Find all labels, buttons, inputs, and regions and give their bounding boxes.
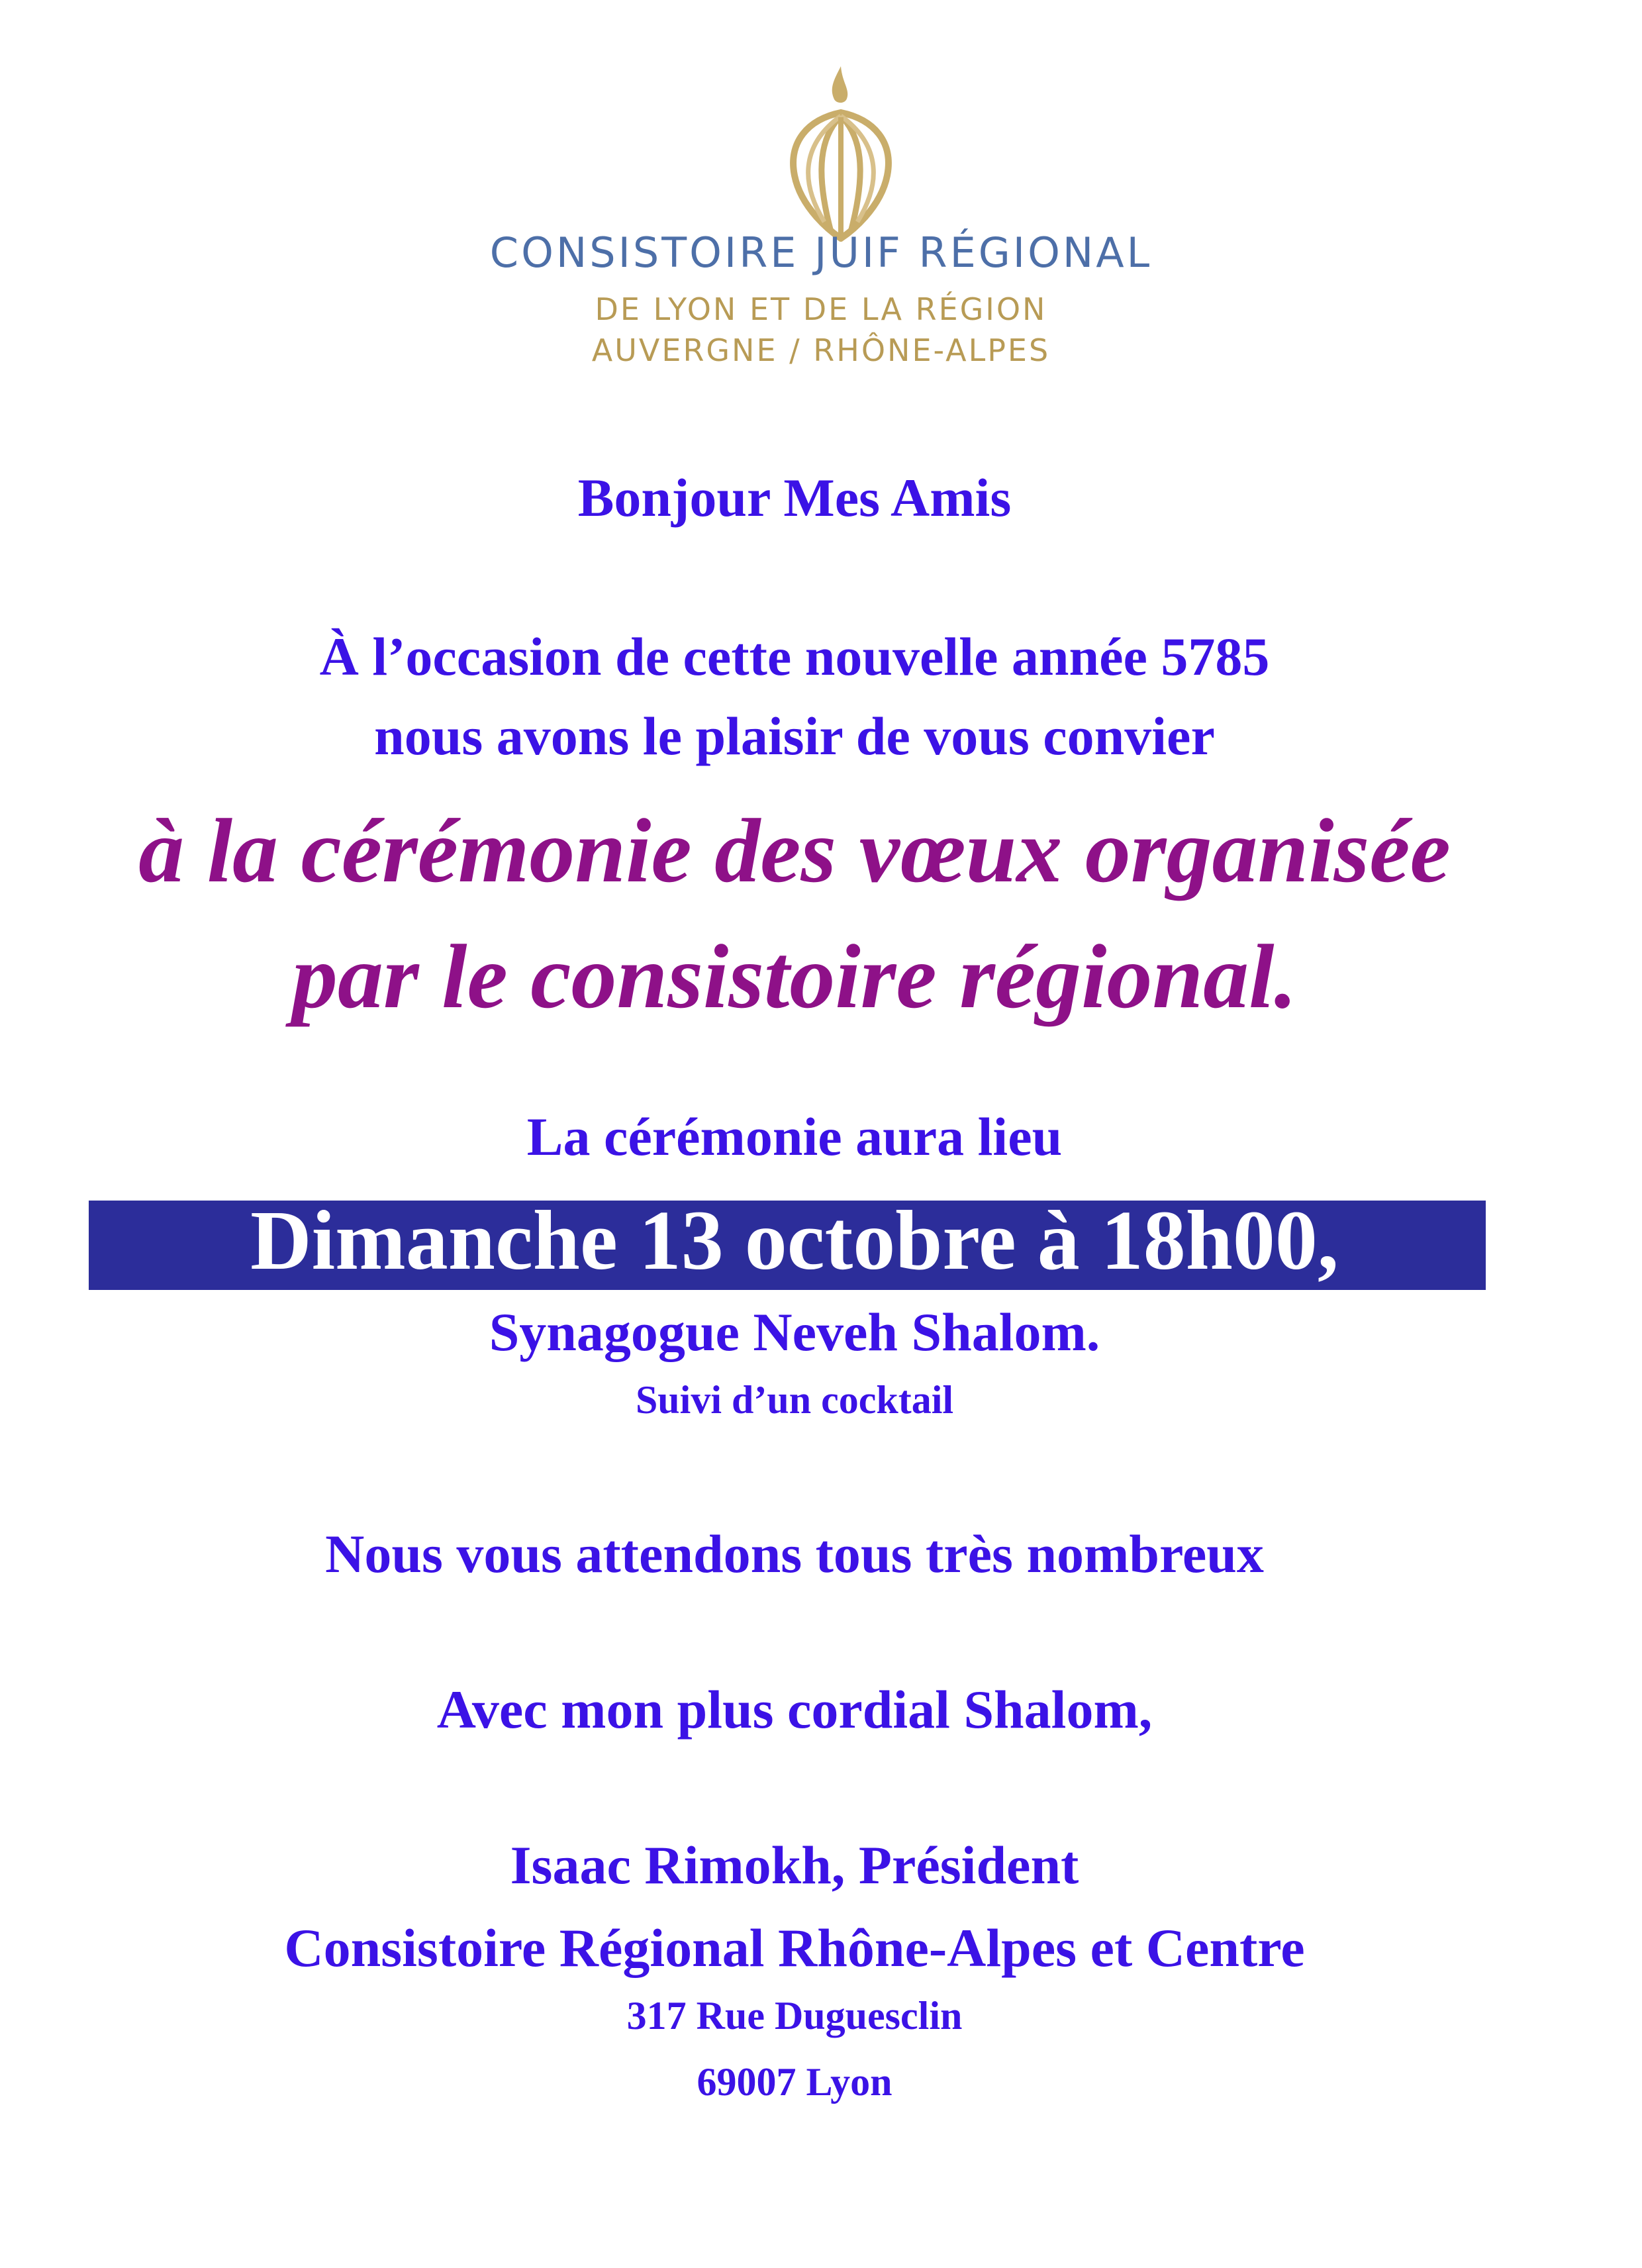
- signer-name: Isaac Rimokh, Président: [510, 1835, 1079, 1895]
- organization-name: Consistoire Régional Rhône-Alpes et Centre: [284, 1918, 1305, 1978]
- greeting: Bonjour Mes Amis: [577, 468, 1012, 528]
- ceremony-intro: La cérémonie aura lieu: [526, 1107, 1063, 1167]
- occasion-line1: À l’occasion de cette nouvelle année 5785: [319, 626, 1270, 687]
- logo-subtitle-line1: DE LYON ET DE LA RÉGION: [595, 291, 1047, 327]
- occasion-line2: nous avons le plaisir de vous convier: [374, 706, 1215, 766]
- address-street: 317 Rue Duguesclin: [626, 1994, 963, 2038]
- logo-title: CONSISTOIRE JUIF RÉGIONAL: [489, 228, 1153, 277]
- ceremony-heading-line1: à la cérémonie des vœux organisée: [138, 800, 1451, 901]
- venue: Synagogue Neveh Shalom.: [489, 1302, 1100, 1362]
- followup-note: Suivi d’un cocktail: [635, 1378, 954, 1422]
- ceremony-heading-line2: par le consistoire régional.: [291, 926, 1298, 1027]
- event-date: Dimanche 13 octobre à 18h00,: [250, 1193, 1339, 1287]
- flame-lamp-icon: [768, 63, 914, 242]
- address-city: 69007 Lyon: [697, 2060, 893, 2104]
- logo-subtitle-line2: AUVERGNE / RHÔNE-ALPES: [591, 332, 1051, 368]
- closing-salutation: Avec mon plus cordial Shalom,: [436, 1679, 1153, 1740]
- invitation-note: Nous vous attendons tous très nombreux: [325, 1524, 1264, 1584]
